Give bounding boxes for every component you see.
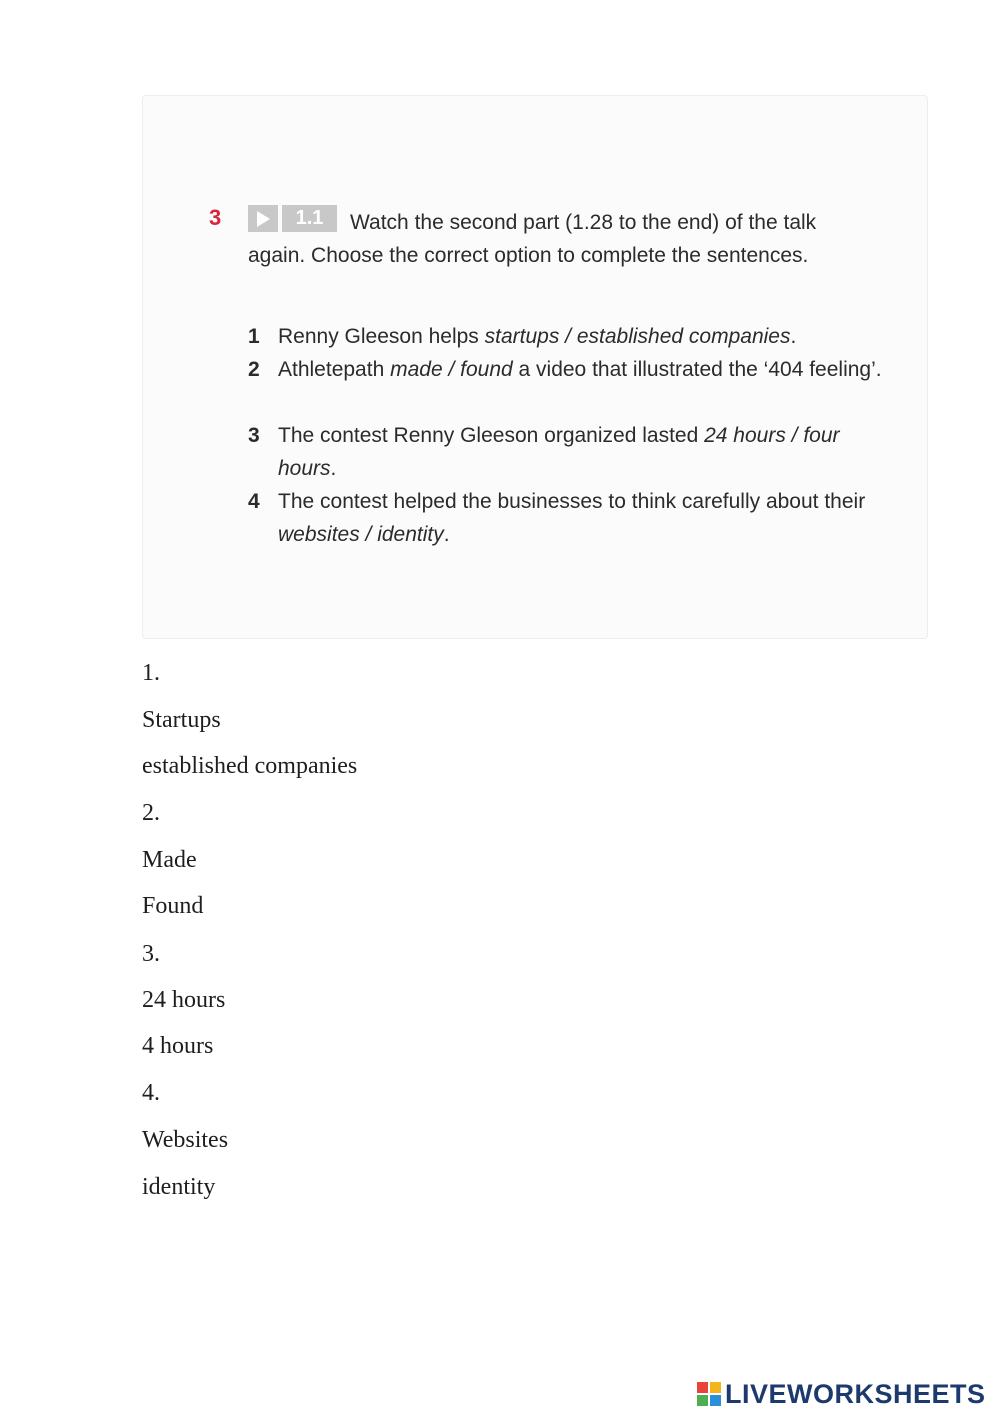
liveworksheets-logo[interactable] bbox=[697, 1378, 986, 1410]
answer-option[interactable]: 24 hours bbox=[142, 987, 226, 1013]
answer-option[interactable]: Made bbox=[142, 847, 197, 873]
item-options: websites / identity bbox=[278, 523, 444, 546]
exercise-item: 4 The contest helped the businesses to think carefully about their websites / identity. bbox=[248, 485, 888, 551]
answer-option[interactable]: Startups bbox=[142, 707, 221, 733]
logo-icon bbox=[697, 1382, 721, 1406]
logo-square bbox=[710, 1382, 721, 1393]
answer-label-2: 2. bbox=[142, 800, 160, 826]
exercise-instruction: Watch the second part (1.28 to the end) of the talk again. Choose the correct option to complete the sentences. bbox=[248, 211, 817, 267]
item-number: 1 bbox=[248, 325, 260, 348]
item-options: startups / established companies bbox=[484, 325, 791, 348]
answer-option[interactable]: identity bbox=[142, 1174, 216, 1200]
item-number: 2 bbox=[248, 358, 260, 381]
track-number-badge: 1.1 bbox=[282, 205, 337, 232]
exercise-number: 3 bbox=[209, 205, 222, 230]
logo-square bbox=[697, 1395, 708, 1406]
answer-label-1: 1. bbox=[142, 660, 160, 686]
answer-label-3: 3. bbox=[142, 941, 160, 967]
logo-text: LIVEWORKSHEETS bbox=[725, 1378, 986, 1409]
logo-square bbox=[710, 1395, 721, 1406]
exercise-item: 3 The contest Renny Gleeson organized lasted 24 hours / four hours. bbox=[248, 419, 888, 485]
answer-option[interactable]: Websites bbox=[142, 1127, 229, 1153]
exercise-item: 2 Athletepath made / found a video that illustrated the ‘404 feeling’. bbox=[248, 353, 888, 386]
item-number: 3 bbox=[248, 424, 260, 447]
answer-option[interactable]: Found bbox=[142, 893, 204, 919]
answer-option[interactable]: 4 hours bbox=[142, 1033, 214, 1059]
item-options: 24 hours / four hours bbox=[278, 424, 840, 480]
answer-label-4: 4. bbox=[142, 1080, 160, 1106]
item-options: made / found bbox=[390, 358, 513, 381]
exercise-item: 1 Renny Gleeson helps startups / established companies. bbox=[248, 320, 888, 353]
answer-option[interactable]: established companies bbox=[142, 753, 358, 779]
item-number: 4 bbox=[248, 490, 260, 513]
logo-square bbox=[697, 1382, 708, 1393]
